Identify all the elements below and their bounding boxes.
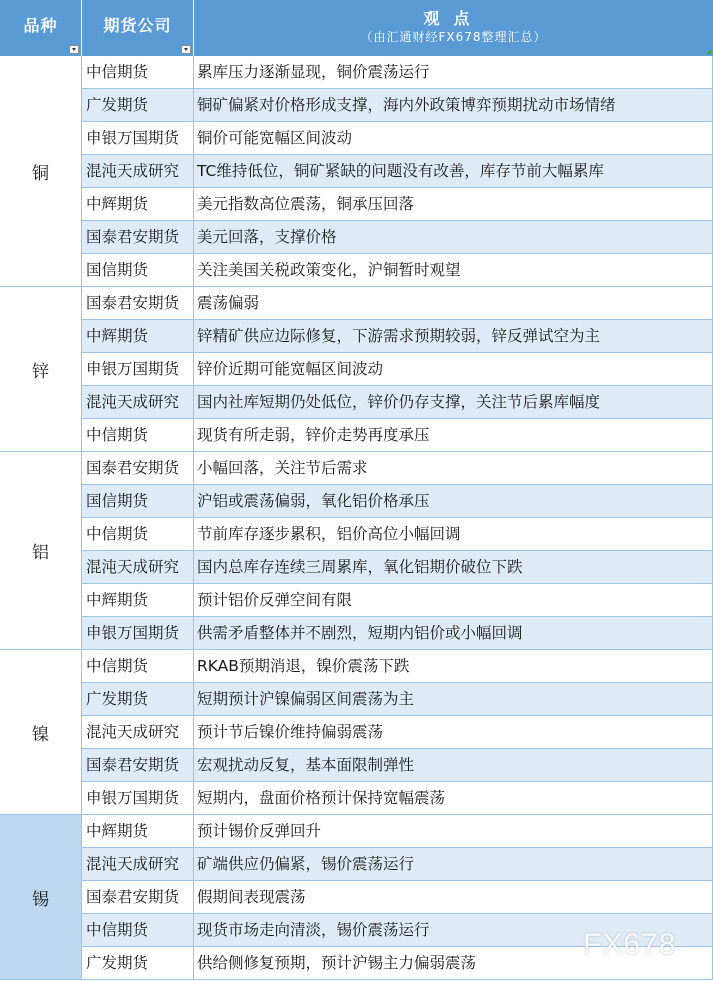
table-row [82,749,713,782]
table-row [82,683,713,716]
view-cell: 沪铝或震荡偏弱，氧化铝价格承压 [194,485,713,518]
company-cell: 中辉期货 [82,584,194,617]
variety-cell: 铜 [0,56,82,287]
table-row [82,155,713,188]
company-cell: 国泰君安期货 [82,221,194,254]
table-row [82,815,713,848]
view-cell: 关注美国关税政策变化，沪铜暂时观望 [194,254,713,287]
view-cell: 锌价近期可能宽幅区间波动 [194,353,713,386]
table-row [82,452,713,485]
view-cell: 假期间表现震荡 [194,881,713,914]
variety-cell: 锌 [0,287,82,452]
company-cell: 国泰君安期货 [82,287,194,320]
company-cell: 中信期货 [82,518,194,551]
table-row [82,56,713,89]
view-cell: 预计铝价反弹空间有限 [194,584,713,617]
view-cell: 现货市场走向清淡，锡价震荡运行 [194,914,713,947]
company-cell: 中信期货 [82,56,194,89]
table-row [82,551,713,584]
variety-cell: 铝 [0,452,82,650]
variety-cell: 锡 [0,815,82,980]
table-row [82,254,713,287]
company-cell: 申银万国期货 [82,617,194,650]
company-cell: 广发期货 [82,683,194,716]
header-variety-label: 品种 [23,16,58,35]
company-cell: 中辉期货 [82,320,194,353]
company-cell: 中信期货 [82,650,194,683]
table-row [82,584,713,617]
comment-marker-icon [706,49,711,54]
variety-cell: 镍 [0,650,82,815]
company-cell: 混沌天成研究 [82,848,194,881]
header-company-label: 期货公司 [103,16,172,35]
view-cell: 震荡偏弱 [194,287,713,320]
view-cell: 美元指数高位震荡，铜承压回落 [194,188,713,221]
view-cell: 宏观扰动反复，基本面限制弹性 [194,749,713,782]
view-cell: RKAB预期消退，镍价震荡下跌 [194,650,713,683]
header-view-label: 观点 [423,9,484,28]
table-row [82,320,713,353]
company-cell: 混沌天成研究 [82,155,194,188]
header-view-sublabel: （由汇通财经FX678整理汇总） [360,30,547,44]
company-cell: 国泰君安期货 [82,749,194,782]
company-cell: 国泰君安期货 [82,452,194,485]
table-row [82,782,713,815]
table-row [82,881,713,914]
table-row [82,848,713,881]
table-row [82,650,713,683]
table-header [0,0,713,56]
table-row [82,419,713,452]
company-cell: 混沌天成研究 [82,386,194,419]
company-cell: 中信期货 [82,419,194,452]
company-cell: 中辉期货 [82,815,194,848]
table-row [82,122,713,155]
view-cell: 供给侧修复预期，预计沪锡主力偏弱震荡 [194,947,713,980]
view-cell: 供需矛盾整体并不剧烈，短期内铝价或小幅回调 [194,617,713,650]
view-cell: 预计锡价反弹回升 [194,815,713,848]
table-row [82,518,713,551]
company-cell: 广发期货 [82,947,194,980]
view-cell: 节前库存逐步累积，铝价高位小幅回调 [194,518,713,551]
view-cell: 美元回落，支撑价格 [194,221,713,254]
table-row [82,287,713,320]
company-cell: 广发期货 [82,89,194,122]
company-cell: 中辉期货 [82,188,194,221]
view-cell: 累库压力逐渐显现，铜价震荡运行 [194,56,713,89]
table-row [82,386,713,419]
company-cell: 国信期货 [82,485,194,518]
company-cell: 申银万国期货 [82,353,194,386]
company-cell: 申银万国期货 [82,122,194,155]
table-row [82,89,713,122]
view-cell: 国内社库短期仍处低位，锌价仍存支撑，关注节后累库幅度 [194,386,713,419]
view-cell: 现货有所走弱，锌价走势再度承压 [194,419,713,452]
header-variety [0,0,82,56]
company-cell: 国信期货 [82,254,194,287]
view-cell: 铜价可能宽幅区间波动 [194,122,713,155]
view-cell: 铜矿偏紧对价格形成支撑，海内外政策博弈预期扰动市场情绪 [194,89,713,122]
company-cell: 中信期货 [82,914,194,947]
view-cell: 预计节后镍价维持偏弱震荡 [194,716,713,749]
filter-dropdown-icon[interactable] [181,45,191,54]
company-cell: 混沌天成研究 [82,551,194,584]
view-cell: 短期内，盘面价格预计保持宽幅震荡 [194,782,713,815]
view-cell: 小幅回落，关注节后需求 [194,452,713,485]
table-row [82,716,713,749]
view-cell: TC维持低位，铜矿紧缺的问题没有改善，库存节前大幅累库 [194,155,713,188]
watermark: FX678 [583,928,677,961]
table-row [82,221,713,254]
header-company [82,0,194,56]
view-cell: 短期预计沪镍偏弱区间震荡为主 [194,683,713,716]
view-cell: 矿端供应仍偏紧，锡价震荡运行 [194,848,713,881]
filter-dropdown-icon[interactable] [69,45,79,54]
table-row [82,617,713,650]
company-cell: 申银万国期货 [82,782,194,815]
table-row [82,353,713,386]
view-cell: 锌精矿供应边际修复，下游需求预期较弱，锌反弹试空为主 [194,320,713,353]
table-row [82,188,713,221]
table-row [82,485,713,518]
company-cell: 混沌天成研究 [82,716,194,749]
header-view [194,0,713,56]
view-cell: 国内总库存连续三周累库，氧化铝期价破位下跌 [194,551,713,584]
company-cell: 国泰君安期货 [82,881,194,914]
